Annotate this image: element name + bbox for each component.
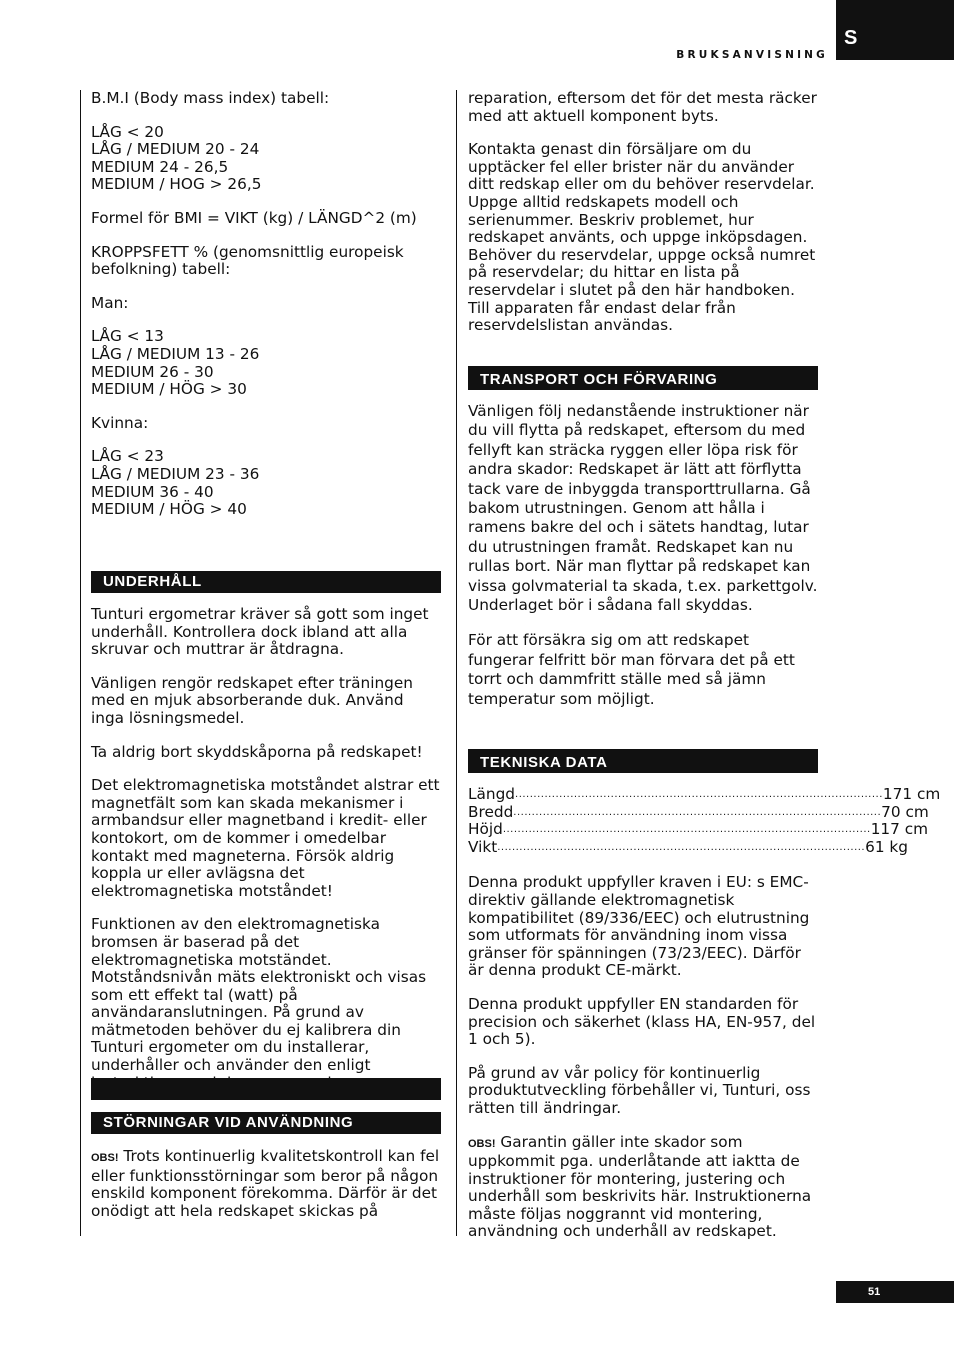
left-rule: [80, 90, 81, 1236]
faults-paragraph: reparation, eftersom det för det mesta räcker med att aktuell komponent byts.: [468, 89, 817, 125]
maintenance-paragraph: Det elektromagnetiska motståndet alstrar ett magnetfält som kan skada mekanismer i armbandsur eller magnetband i kredit- eller kontokort, om de kommer i omedelbar kontakt med magneterna. Försök aldrig koppla ur eller avlägsna det elektromagnetiska motståndet!: [91, 776, 440, 900]
maintenance-paragraph: Vänligen rengör redskapet efter träningen med en mjuk absorberande duk. Använd inga lösningsmedel.: [91, 673, 413, 727]
obs-label: OBS!: [468, 1137, 496, 1150]
spec-value: 117 cm: [870, 820, 929, 839]
faults-paragraph: Kontakta genast din försäljare om du upptäcker fel eller brister när du använder ditt redskap eller om du behöver reservdelar. Uppge alltid redskapets modell och serienummer. Beskriv problemet, hur redskapet använts, och uppge inköpsdagen. Behöver du reservdelar, uppge också numret på reservdelar; du hittar en lista på reservdelar i slutet på den här handboken. Till apparaten får endast delar från reservdelslistan användas.: [468, 140, 816, 335]
faults-section-left: [91, 1148, 441, 1220]
spec-label: Höjd: [468, 820, 503, 839]
transport-paragraph: För att försäkra sig om att redskapet fungerar felfritt bör man förvara det på ett torrt och dammfritt ställe med så jämn temperatur som möjligt.: [468, 631, 795, 708]
transport-section: [468, 402, 818, 709]
man-label: Man:: [91, 293, 129, 312]
warranty-paragraph: [468, 1134, 818, 1242]
language-badge: S: [836, 0, 954, 60]
header-label: BRUKSANVISNING: [676, 49, 828, 61]
faults-paragraph: [91, 1148, 441, 1220]
spec-row: [468, 837, 909, 857]
spec-label: Längd: [468, 785, 516, 803]
tech-paragraph: Denna produkt uppfyller kraven i EU: s EMC-direktiv gällande elektromagnetisk kompatibilitet (89/336/EEC) och elutrustning som utformats för användning inom vissa gränser för spänningen (73/23/EEC). Därför är denna produkt CE-märkt.: [468, 873, 810, 980]
woman-table: LÅG < 23 LÅG / MEDIUM 23 - 36 MEDIUM 36 - 40 MEDIUM / HÖG > 40: [91, 447, 260, 519]
spec-label: Bredd: [468, 802, 514, 821]
woman-label: Kvinna:: [91, 413, 149, 432]
transport-paragraph: Vänligen följ nedanstående instruktioner när du vill flytta på redskapet, eftersom du med fellyft kan sträcka ryggen eller löpa risk för andra skador: Redskapet är lätt att förflytta tack vare de inbyggda transporttrullarna. Gå bakom utrustningen. Genom att hålla i ramens bakre del och i sätets handtag, lutar du utrustningen framåt. Redskapet kan nu rullas bort. När man flyttar på redskapet kan vissa golvmaterial ta skada, t.ex. parkettgolv. Underlaget bör i sådana fall skyddas.: [468, 402, 818, 615]
tech-paragraph: Denna produkt uppfyller EN standarden för precision och säkerhet (klass HA, EN-957, del 1 och 5).: [468, 994, 816, 1049]
bodyfat-title: KROPPSFETT % (genomsnittlig europeisk befolkning) tabell:: [91, 242, 404, 279]
spec-leader: ....................................................................................................: [502, 824, 871, 836]
maintenance-paragraph: Tunturi ergometrar kräver så gott som inget underhåll. Kontrollera dock ibland att alla skruvar och muttrar är åtdragna.: [91, 605, 429, 659]
left-column-top: [91, 90, 441, 519]
spec-row: [468, 820, 929, 839]
spec-row: [468, 785, 941, 804]
page-number: 51: [836, 1281, 954, 1303]
spec-value: 171 cm: [882, 785, 941, 803]
faults-text: Trots kontinuerlig kvalitetskontroll kan fel eller funktionsstörningar som beror på någon enskild komponent förekomma. Därför är det onödigt att hela redskapet skickas på: [91, 1147, 440, 1220]
faults-section-right: [468, 90, 818, 335]
tech-paragraph: På grund av vår policy för kontinuerlig produktutveckling förbehåller vi, Tunturi, oss rätten till ändringar.: [468, 1063, 811, 1117]
center-rule: [456, 90, 457, 1236]
man-table: LÅG < 13 LÅG / MEDIUM 13 - 26 MEDIUM 26 - 30 MEDIUM / HÖG > 30: [91, 327, 260, 399]
bmi-table: LÅG < 20 LÅG / MEDIUM 20 - 24 MEDIUM 24 - 26,5 MEDIUM / HOG > 26,5: [91, 122, 262, 194]
spec-label: Vikt: [468, 837, 498, 856]
maintenance-paragraph: Ta aldrig bort skyddskåporna på redskapet!: [91, 742, 423, 761]
spec-leader: ....................................................................................................: [513, 806, 882, 818]
obs-label: OBS!: [91, 1152, 119, 1164]
bmi-formula: Formel för BMI = VIKT (kg) / LÄNGD^2 (m): [91, 208, 417, 227]
transport-heading: TRANSPORT OCH FÖRVARING: [468, 366, 818, 390]
spec-leader: ....................................................................................................: [497, 841, 866, 853]
maintenance-paragraph: Funktionen av den elektromagnetiska bromsen är baserad på det elektromagnetiska motständet. Motståndsnivån mäts elektroniskt och visas som ett effekt tal (watt) på användaranslutningen. På grund av mätmetoden behöver du ej kalibrera din Tunturi ergometer om du installerar, underhåller och använder den enligt: [91, 915, 427, 1075]
maintenance-heading: UNDERHÅLL: [91, 571, 441, 593]
tech-section: [468, 785, 941, 1241]
faults-heading: STÖRNINGAR VID ANVÄNDNING: [91, 1112, 441, 1134]
spec-leader: ....................................................................................................: [515, 789, 883, 800]
bmi-title: B.M.I (Body mass index) tabell:: [91, 89, 330, 107]
tech-heading: TEKNISKA DATA: [468, 749, 818, 773]
warranty-text: Garantin gäller inte skador som uppkommit pga. underlåtande att iaktta de instruktioner för montering, justering och underhåll som beskrivits här. Instruktionerna måste följas noggrannt vid montering, användning och underhåll av redskapet.: [468, 1132, 812, 1241]
spec-value: 61 kg: [865, 837, 909, 856]
maintenance-section: [91, 606, 441, 1092]
spec-row: [468, 802, 929, 822]
separator-bar: [91, 1078, 441, 1100]
spec-value: 70 cm: [881, 802, 929, 821]
spec-table: [468, 785, 941, 856]
